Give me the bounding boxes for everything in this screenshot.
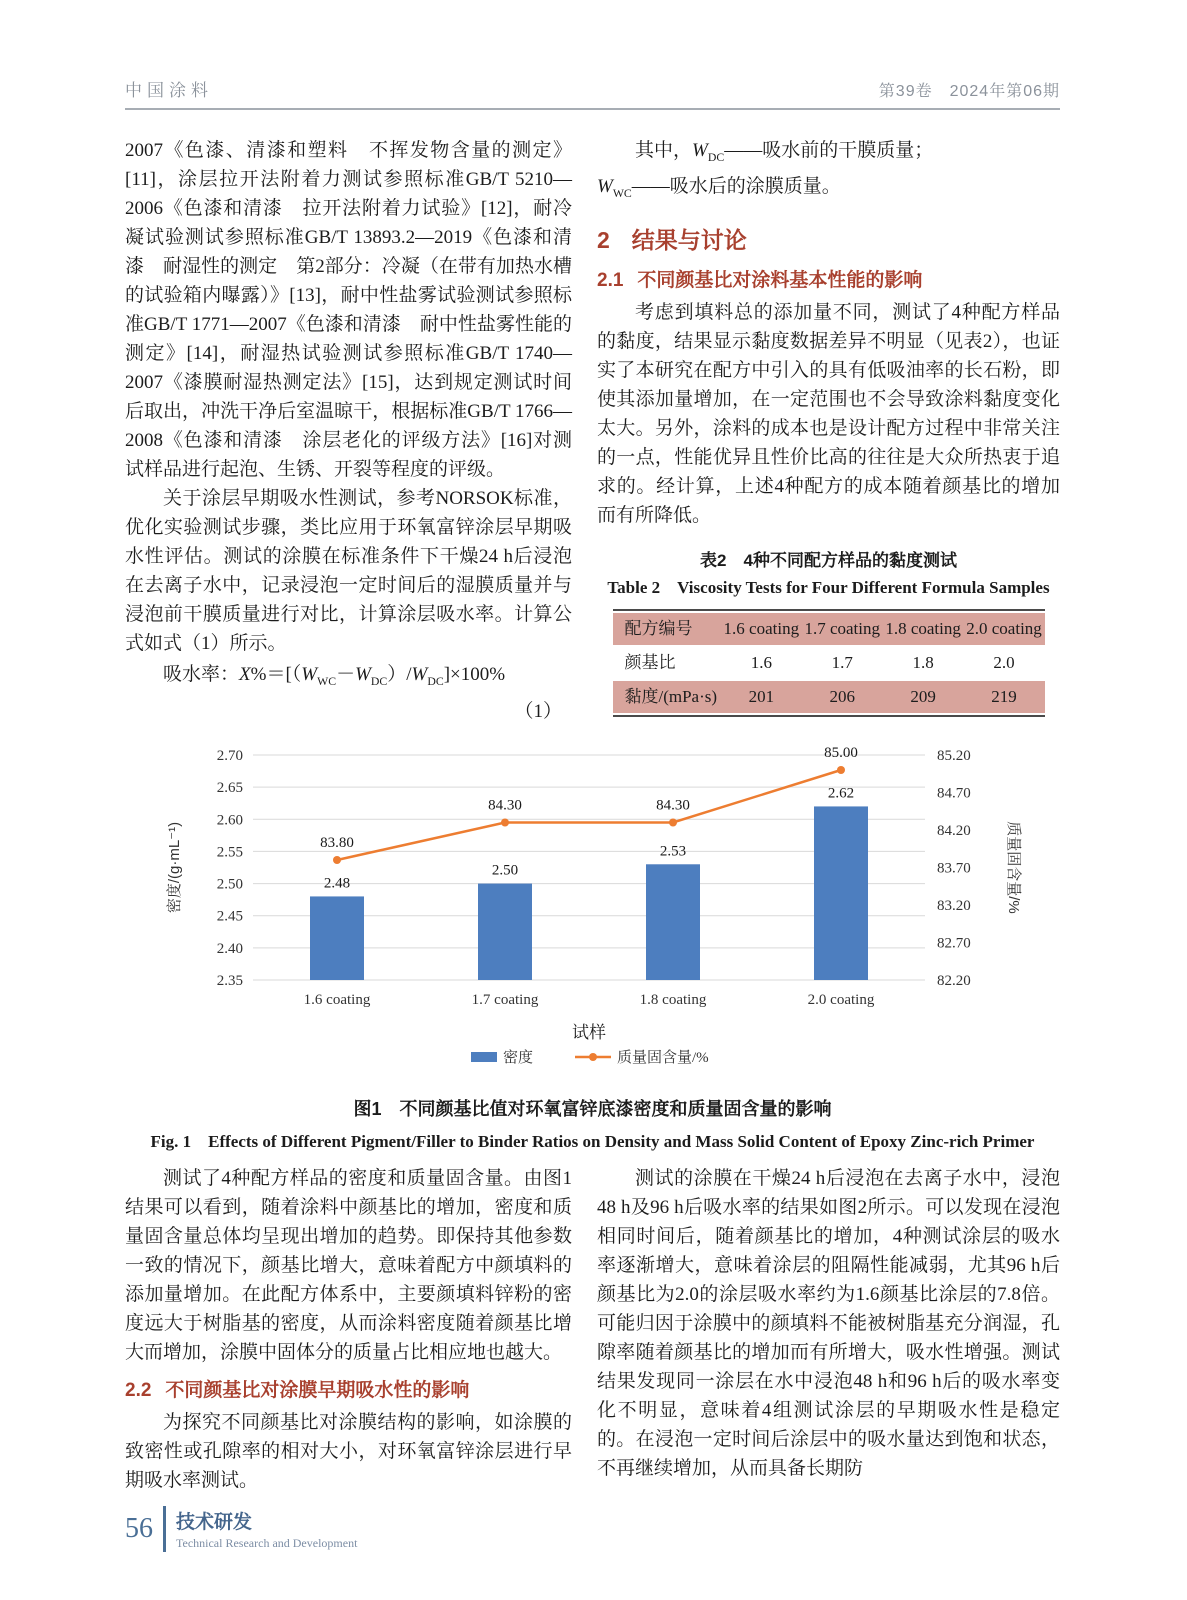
left-column-bottom bbox=[125, 1164, 572, 1506]
page-number: 56 bbox=[125, 1513, 153, 1544]
right-column-bottom bbox=[597, 1164, 1060, 1506]
svg-text:83.20: 83.20 bbox=[936, 898, 971, 914]
table-header-cell: 2.0 coating bbox=[964, 613, 1045, 645]
svg-text:84.30: 84.30 bbox=[655, 797, 690, 814]
table-row-ratio bbox=[613, 647, 1045, 679]
paragraph-absorption-results: 测试的涂膜在干燥24 h后浸泡在去离子水中，浸泡48 h及96 h后吸水率的结果如图2所示。可以发现在浸泡相同时间后，随着颜基比的增加，4种测试涂层的吸水率逐渐增大，意味着涂层的阻隔性能减弱，尤其96 h后颜基比为2.0的涂层吸水率约为1.6颜基比涂层的7.8倍。可能归因于涂膜中的颜填料不能被树脂基充分润湿，孔隙率随着颜基比的增加而有所增大，吸水性增强。测试结果发现同一涂层在水中浸泡48 h和96 h后的吸水率变化不明显，意味着4组测试涂层的早期吸水性是稳定的。在浸泡一定时间后涂层中的吸水量达到饱和状态，不再继续增加，从而具备长期防 bbox=[597, 1168, 1060, 1479]
table-header-cell: 1.6 coating bbox=[721, 613, 802, 645]
top-columns bbox=[125, 136, 1060, 722]
paragraph-viscosity-results: 考虑到填料总的添加量不同，测试了4种配方样品的黏度，结果显示黏度数据差异不明显（见表2），也证实了本研究在配方中引入的具有低吸油率的长石粉，即使其添加量增加，在一定范围也不会导致涂料黏度变化太大。另外，涂料的成本也是设计配方过程中非常关注的一点，性能优异且性价比高的往往是大众所热衷于追求的。经计算，上述4种配方的成本随着颜基比的增加而有所降低。 bbox=[597, 301, 1060, 526]
svg-text:密度: 密度 bbox=[502, 1050, 533, 1066]
where-clause-line1: 其中，$W_{DC}——$吸水前的干膜质量； bbox=[635, 140, 934, 164]
footer-section-cn: 技术研发 bbox=[176, 1512, 253, 1533]
svg-text:2.60: 2.60 bbox=[216, 812, 243, 829]
where-clause-line2: $W_{WC}——$吸水后的涂膜质量。 bbox=[597, 175, 841, 200]
journal-name: 中国涂料 bbox=[125, 81, 213, 100]
page-footer bbox=[125, 1506, 1060, 1552]
figure1-chart bbox=[125, 730, 1060, 1085]
svg-text:82.20: 82.20 bbox=[936, 973, 971, 989]
svg-text:2.0 coating: 2.0 coating bbox=[807, 992, 874, 1008]
table-cell: 206 bbox=[802, 681, 883, 713]
svg-text:2.50: 2.50 bbox=[491, 862, 518, 879]
subsection-number: 2.1 bbox=[597, 269, 624, 291]
table-header-cell: 配方编号 bbox=[613, 613, 721, 645]
table-cell: 201 bbox=[721, 681, 802, 713]
table-header-cell: 1.7 coating bbox=[802, 613, 883, 645]
figure1-block bbox=[125, 730, 1060, 1152]
svg-text:2.53: 2.53 bbox=[659, 843, 686, 860]
svg-text:2.40: 2.40 bbox=[216, 940, 243, 957]
table2-caption-en: Table 2 Viscosity Tests for Four Different Formula Samples bbox=[607, 577, 1050, 597]
svg-text:1.6 coating: 1.6 coating bbox=[303, 992, 370, 1008]
table-cell: 1.8 bbox=[912, 652, 934, 672]
table2-caption-cn: 表2 4种不同配方样品的黏度测试 bbox=[700, 550, 957, 570]
svg-text:1.7 coating: 1.7 coating bbox=[471, 992, 538, 1008]
svg-text:2.45: 2.45 bbox=[216, 908, 243, 925]
svg-text:2.50: 2.50 bbox=[216, 876, 243, 893]
svg-text:2.65: 2.65 bbox=[216, 780, 243, 797]
equation-number: （1） bbox=[514, 700, 562, 722]
svg-text:85.20: 85.20 bbox=[936, 748, 971, 764]
bottom-columns bbox=[125, 1164, 1060, 1506]
section-number: 2 bbox=[597, 226, 610, 253]
footer-divider bbox=[163, 1506, 166, 1552]
svg-text:密度/(g·mL⁻¹): 密度/(g·mL⁻¹) bbox=[165, 821, 183, 914]
table-row-viscosity bbox=[613, 681, 1045, 713]
svg-text:质量固含量/%: 质量固含量/% bbox=[616, 1050, 709, 1066]
table-cell: 1.7 bbox=[831, 652, 853, 672]
table-cell: 2.0 bbox=[993, 652, 1015, 672]
table-header-row bbox=[613, 613, 1045, 645]
svg-text:1.8 coating: 1.8 coating bbox=[639, 992, 706, 1008]
svg-text:2.35: 2.35 bbox=[216, 973, 243, 989]
svg-text:85.00: 85.00 bbox=[823, 745, 858, 761]
svg-text:83.70: 83.70 bbox=[936, 860, 971, 877]
svg-text:质量固含量/%: 质量固含量/% bbox=[1004, 821, 1022, 914]
paragraph-density-discussion: 测试了4种配方样品的密度和质量固含量。由图1结果可以看到，随着涂料中颜基比的增加，密度和质量固含量总体均呈现出增加的趋势。即保持其他参数一致的情况下，颜基比增大，意味着配方中颜填料的添加量增加。在此配方体系中，主要颜填料锌粉的密度远大于树脂基的密度，从而涂料密度随着颜基比增大而增加，涂膜中固体分的质量占比相应地也越大。 bbox=[125, 1168, 572, 1363]
section-heading-2 bbox=[597, 222, 1060, 255]
subsection-title: 不同颜基比对涂料基本性能的影响 bbox=[637, 269, 923, 291]
subsection-heading-2-2 bbox=[125, 1375, 572, 1402]
issue-info: 第39卷 2024年第06期 bbox=[878, 83, 1060, 100]
figure1-caption-en: Fig. 1 Effects of Different Pigment/Filler to Binder Ratios on Density and Mass Solid Content of Epoxy Zinc-rich Primer bbox=[150, 1132, 1035, 1151]
table-header-cell: 1.8 coating bbox=[883, 613, 964, 645]
svg-text:83.80: 83.80 bbox=[319, 835, 354, 851]
table-cell: 1.6 bbox=[750, 652, 772, 672]
page-header bbox=[125, 76, 1060, 110]
table-cell: 黏度/(mPa·s) bbox=[613, 681, 721, 713]
equation-1: 吸水率：$X\%=[(W_{WC}-W_{DC})/W_{DC}]\times 100\%$ bbox=[163, 664, 506, 688]
left-column-top bbox=[125, 136, 572, 722]
svg-text:82.70: 82.70 bbox=[936, 935, 971, 952]
footer-section-en: Technical Research and Development bbox=[176, 1536, 358, 1550]
svg-text:84.70: 84.70 bbox=[936, 785, 971, 802]
footer-section bbox=[176, 1507, 357, 1551]
table-cell: 219 bbox=[964, 681, 1045, 713]
svg-text:84.20: 84.20 bbox=[936, 823, 971, 839]
figure1-caption-cn: 图1 不同颜基比值对环氧富锌底漆密度和质量固含量的影响 bbox=[353, 1099, 832, 1119]
svg-text:2.70: 2.70 bbox=[216, 748, 243, 764]
table2-viscosity bbox=[613, 609, 1045, 717]
paragraph-water-absorption-test: 关于涂层早期吸水性测试，参考NORSOK标准，优化实验测试步骤，类比应用于环氧富锌涂层早期吸水性评估。测试的涂膜在标准条件下干燥24 h后浸泡在去离子水中，记录浸泡一定时间后的湿膜质量并与浸泡前干膜质量进行对比，计算涂层吸水率。计算公式如式（1）所示。 bbox=[125, 488, 572, 654]
section-title: 结果与讨论 bbox=[631, 226, 747, 253]
subsection-title: 不同颜基比对涂膜早期吸水性的影响 bbox=[165, 1380, 470, 1401]
table-cell: 209 bbox=[883, 681, 964, 713]
table-cell: 颜基比 bbox=[624, 652, 676, 672]
subsection-heading-2-1 bbox=[597, 265, 1060, 292]
svg-text:2.48: 2.48 bbox=[323, 875, 350, 892]
svg-text:2.62: 2.62 bbox=[827, 785, 854, 802]
svg-text:84.30: 84.30 bbox=[487, 797, 522, 814]
combo-chart bbox=[153, 730, 1033, 1080]
paragraph-early-absorption-intro: 为探究不同颜基比对涂膜结构的影响，如涂膜的致密性或孔隙率的相对大小，对环氧富锌涂层进行早期吸水率测试。 bbox=[125, 1412, 572, 1491]
right-column-top bbox=[597, 136, 1060, 722]
paragraph-standards: 2007《色漆、清漆和塑料 不挥发物含量的测定》[11]，涂层拉开法附着力测试参照标准GB/T 5210—2006《色漆和清漆 拉开法附着力试验》[12]，耐冷凝试验测试参照标准GB/T 13893.2—2019《色漆和清漆 耐湿性的测定 第2部分：冷凝（在带有加热水槽的试验箱内曝露）》[13]，耐中性盐雾试验测试参照标准GB/T 1771—2007《色漆和清漆 耐中性盐雾性能的测定》[14]，耐湿热试验测试参照标准GB/T 1740—2007《漆膜耐湿热测定法》[15]，达到规定测试时间后取出，冲洗干净后室温晾干，根据标准GB/T 1766—2008《色漆和清漆 涂层老化的评级方法》[16]对测试样品进行起泡、生锈、开裂等程度的评级。 bbox=[125, 140, 572, 480]
svg-text:2.55: 2.55 bbox=[216, 844, 243, 861]
subsection-number: 2.2 bbox=[125, 1380, 152, 1401]
svg-text:试样: 试样 bbox=[571, 1023, 606, 1042]
